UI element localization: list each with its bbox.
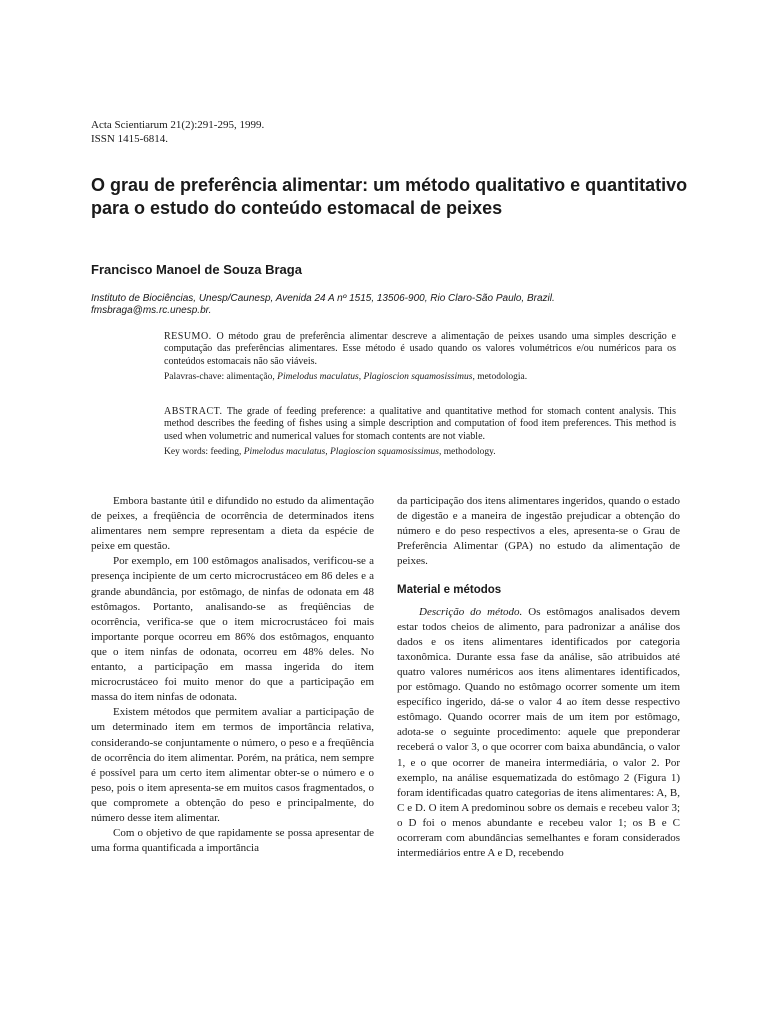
body-paragraph — [397, 605, 680, 862]
abstract-title-part: The grade of feeding preference: a qualitative and quantitative method for stomach content analysis. — [226, 406, 654, 417]
abstract-block — [164, 406, 676, 458]
species-name-2: Plagioscion squamosissimus — [363, 371, 473, 382]
article-title: O grau de preferência alimentar: um método qualitativo e quantitativo para o estudo do conteúdo estomacal de peixes — [91, 175, 688, 218]
abstract-label: ABSTRACT. — [164, 406, 223, 417]
body-paragraph: Com o objetivo de que rapidamente se possa apresentar de uma forma quantificada a importância — [91, 827, 374, 855]
body-left-column — [91, 494, 374, 856]
palavras-chave-label: Palavras-chave: — [164, 371, 225, 382]
affiliation-address: Instituto de Biociências, Unesp/Caunesp, Avenida 24 A nº 1515, 13506-900, Rio Claro-São Paulo, Brazil. — [91, 293, 555, 304]
method-text: Os estômagos analisados devem estar todos cheios de alimento, para padronizar a análise dos dados e os itens alimentares identificados por categoria taxonômica. Durante essa fase da análise, são atribuidos até quatro valores numéricos aos itens alimentares identificados, por estômago. Quando no estômago ocorrer somente um item específico ingerido, dá-se o valor 4 ao ítem desse respectivo estômago. Quando ocorrer mais de um item por estômago, adota-se o seguinte procedimento: aquele que preponderar receberá o valor 3, o que ocorrer com baixa abundância, o valor 1, e o que ocorrer de maneira intermediária, o valor 2. Por exemplo, na análise esquematizada do estômago 2 (Figura 1) foram identificadas quatro categorias de itens alimentares: A, B, C e D. O item A predominou sobre os demais e recebeu valor 3; o D foi o menos abundante e recebeu valor 1; os B e C ocorreram com abundâncias semelhantes e foram considerados intermediários entre A e D, recebendo — [397, 605, 681, 860]
body-paragraph: da participação dos itens alimentares ingeridos, quando o estado de digestão e a maneira de ingestão prejudicar a obtenção do número e do peso respectivos a eles, apresenta-se o Grau de Preferência Alimentar (GPA) no estudo da alimentação de peixes. — [397, 495, 680, 568]
journal-line: Acta Scientiarum 21(2):291-295, 1999. — [91, 119, 265, 131]
abstract-paragraph — [164, 406, 676, 443]
key-words-a: feeding, — [210, 446, 242, 457]
key-words-label: Key words: — [164, 446, 209, 457]
body-paragraph: Embora bastante útil e difundido no estudo da alimentação de peixes, a freqüência de ocorrência de determinados itens alimentares nem sempre representam a dieta da espécie de peixe em questão. — [91, 495, 374, 553]
runin-heading: Descrição do método. — [419, 605, 523, 618]
species-name-1: Pimelodus maculatus — [243, 446, 326, 457]
key-words-b: , methodology. — [439, 446, 496, 457]
issn-line: ISSN 1415-6814. — [91, 133, 169, 145]
journal-citation — [91, 118, 264, 146]
resumo-label: RESUMO. — [164, 331, 212, 342]
kw-separator: , — [358, 371, 362, 382]
species-name-2: Plagioscion squamosissimus — [330, 446, 439, 457]
species-name-1: Pimelodus maculatus — [277, 371, 359, 382]
resumo-paragraph — [164, 331, 676, 368]
resumo-text: O método grau de preferência alimentar descreve a alimentação de peixes usando uma simples descrição e computação das preferências alimentares. Esse método é usado quando os valores volumétricos e/ou numéricos para os conteúdos estomacais não são viáveis. — [164, 331, 676, 367]
palavras-chave-a: alimentação, — [226, 371, 275, 382]
body-paragraph: Existem métodos que permitem avaliar a participação de um determinado item em termos de importância relativa, considerando-se conjuntamente o número, o peso e a freqüência de ocorrência do item alimentar. Porém, na prática, nem sempre é possível para um certo item alimentar obter-se o número e o peso, pois o item apresenta-se em muitos casos fragmentados, o que compromete a obtenção do peso e principalmente, do número desse item alimentar. — [91, 706, 374, 824]
palavras-chave — [164, 371, 676, 383]
author-email: fmsbraga@ms.rc.unesp.br. — [91, 305, 212, 316]
body-paragraph: Por exemplo, em 100 estômagos analisados, verificou-se a presença incipiente de um certo microcrustáceo em 86 deles e a grande abundância, por estômago, de ninfas de odonata em 48 estômagos. Portanto, analisando-se as freqüências de ocorrência, verifica-se que o item microcrustáceo foi mais importante porque ocorreu em 86% dos estômagos, enquanto que o item ninfas de odonata, ocorreu em 48% deles. No entanto, a participação em massa ingerida do item microcrustáceo foi muito menor do que a participação em massa do item ninfas de odonata. — [91, 555, 374, 704]
affiliation — [91, 293, 691, 317]
body-right-column — [397, 494, 680, 861]
author-name: Francisco Manoel de Souza Braga — [91, 262, 302, 277]
abstract-text: This method describes the feeding of fishes using a simple description and computation of food item preferences. This method is used when volumetric and numerical values for stomach contents are not viable. — [164, 406, 676, 442]
section-heading: Material e métodos — [397, 584, 502, 597]
palavras-chave-b: , metodologia. — [472, 371, 528, 382]
kw-separator: , — [325, 446, 328, 457]
resumo-block — [164, 331, 676, 383]
key-words — [164, 446, 676, 458]
